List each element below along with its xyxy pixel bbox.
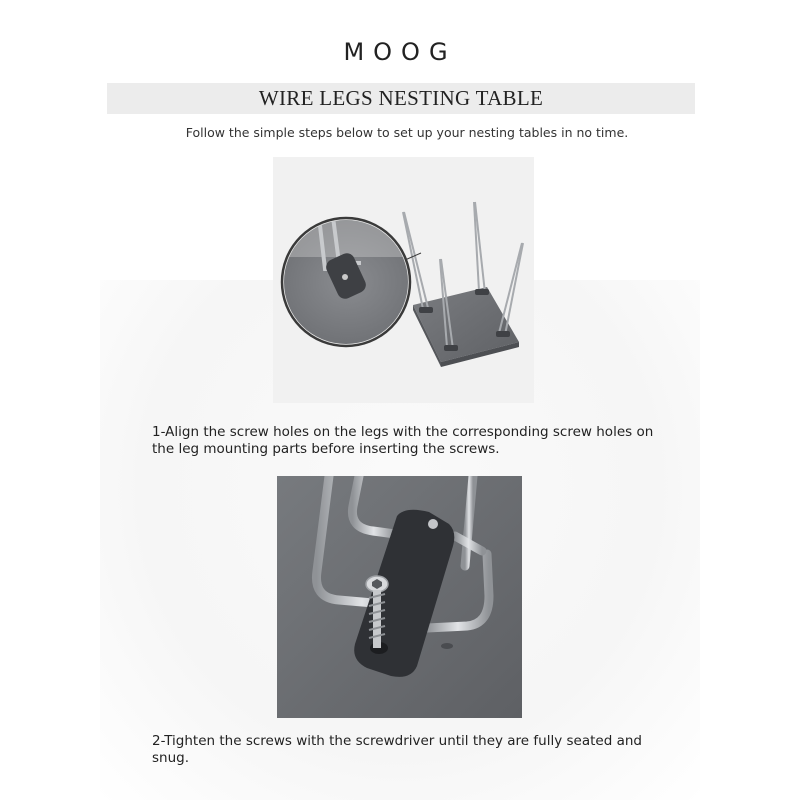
page-title: WIRE LEGS NESTING TABLE xyxy=(258,86,544,110)
step-1-text: 1-Align the screw holes on the legs with the corresponding screw holes on the leg mounting parts before inserting the screws. xyxy=(152,424,654,457)
screw-closeup-illustration xyxy=(277,476,522,718)
screw-closeup-svg xyxy=(277,476,522,718)
table-legs-svg xyxy=(273,157,534,403)
intro-text: Follow the simple steps below to set up your nesting tables in no time. xyxy=(185,125,629,140)
brand-name: MOOG xyxy=(343,38,457,66)
step-2-text: 2-Tighten the screws with the screwdriver until they are fully seated and snug. xyxy=(152,733,642,766)
table-legs-illustration xyxy=(273,157,534,403)
brand-logo xyxy=(0,38,800,66)
title-bar xyxy=(107,83,695,114)
